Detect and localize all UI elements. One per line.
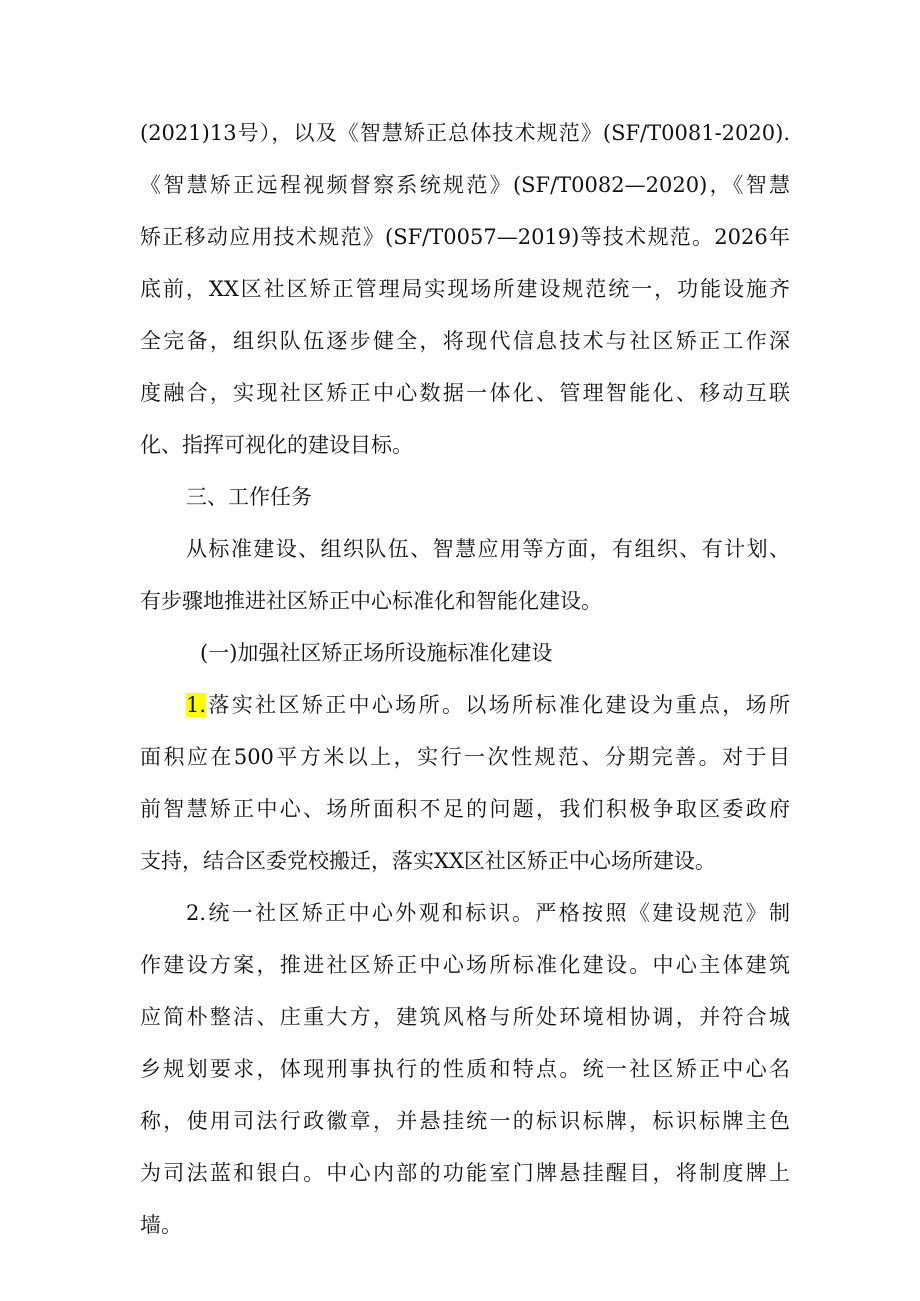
item-number-highlight: 1. bbox=[186, 693, 207, 717]
text-line: 前智慧矫正中心、场所面积不足的问题，我们积极争取区委政府 bbox=[140, 797, 790, 821]
text-line: 有步骤地推进社区矫正中心标准化和智能化建设。 bbox=[140, 589, 602, 613]
document-page bbox=[140, 107, 790, 1251]
text-line: 《智慧矫正远程视频督察系统规范》(SF/T0082—2020)，《智慧 bbox=[140, 173, 790, 197]
item-1 bbox=[140, 679, 790, 887]
text-line: 度融合，实现社区矫正中心数据一体化、管理智能化、移动互联 bbox=[140, 381, 790, 405]
text-line: 称，使用司法行政徽章，并悬挂统一的标识标牌，标识标牌主色 bbox=[140, 1109, 790, 1133]
text-line: 为司法蓝和银白。中心内部的功能室门牌悬挂醒目，将制度牌上 bbox=[140, 1161, 790, 1185]
text-line: 全完备，组织队伍逐步健全，将现代信息技术与社区矫正工作深 bbox=[140, 329, 790, 353]
subheading: (一)加强社区矫正场所设施标准化建设 bbox=[200, 641, 553, 665]
text-line: 作建设方案，推进社区矫正中心场所标准化建设。中心主体建筑 bbox=[140, 953, 790, 977]
text-line: 底前，XX区社区矫正管理局实现场所建设规范统一，功能设施齐 bbox=[140, 277, 790, 301]
text-line: 支持，结合区委党校搬迁，落实XX区社区矫正中心场所建设。 bbox=[140, 849, 716, 873]
text-line: 矫正移动应用技术规范》(SF/T0057—2019)等技术规范。2026年 bbox=[140, 225, 790, 249]
text-line: 面积应在500平方米以上，实行一次性规范、分期完善。对于目 bbox=[140, 745, 790, 769]
text-line: 2.统一社区矫正中心外观和标识。严格按照《建设规范》制 bbox=[186, 901, 790, 925]
text-line: 应简朴整洁、庄重大方，建筑风格与所处环境相协调，并符合城 bbox=[140, 1005, 790, 1029]
text-line: 从标准建设、组织队伍、智慧应用等方面，有组织、有计划、 bbox=[186, 537, 790, 561]
text-line: 墙。 bbox=[140, 1213, 182, 1237]
item-text: 落实社区矫正中心场所。以场所标准化建设为重点，场所 bbox=[206, 693, 790, 717]
text-line: 化、指挥可视化的建设目标。 bbox=[140, 433, 413, 457]
item-2 bbox=[140, 887, 790, 1251]
text-line bbox=[140, 679, 790, 731]
text-line: 乡规划要求，体现刑事执行的性质和特点。统一社区矫正中心名 bbox=[140, 1057, 790, 1081]
paragraph-tasks bbox=[140, 523, 790, 627]
text-line: (2021)13号），以及《智慧矫正总体技术规范》(SF/T0081-2020). bbox=[140, 121, 790, 145]
section-heading: 三、工作任务 bbox=[186, 485, 312, 509]
paragraph-standards bbox=[140, 107, 790, 471]
